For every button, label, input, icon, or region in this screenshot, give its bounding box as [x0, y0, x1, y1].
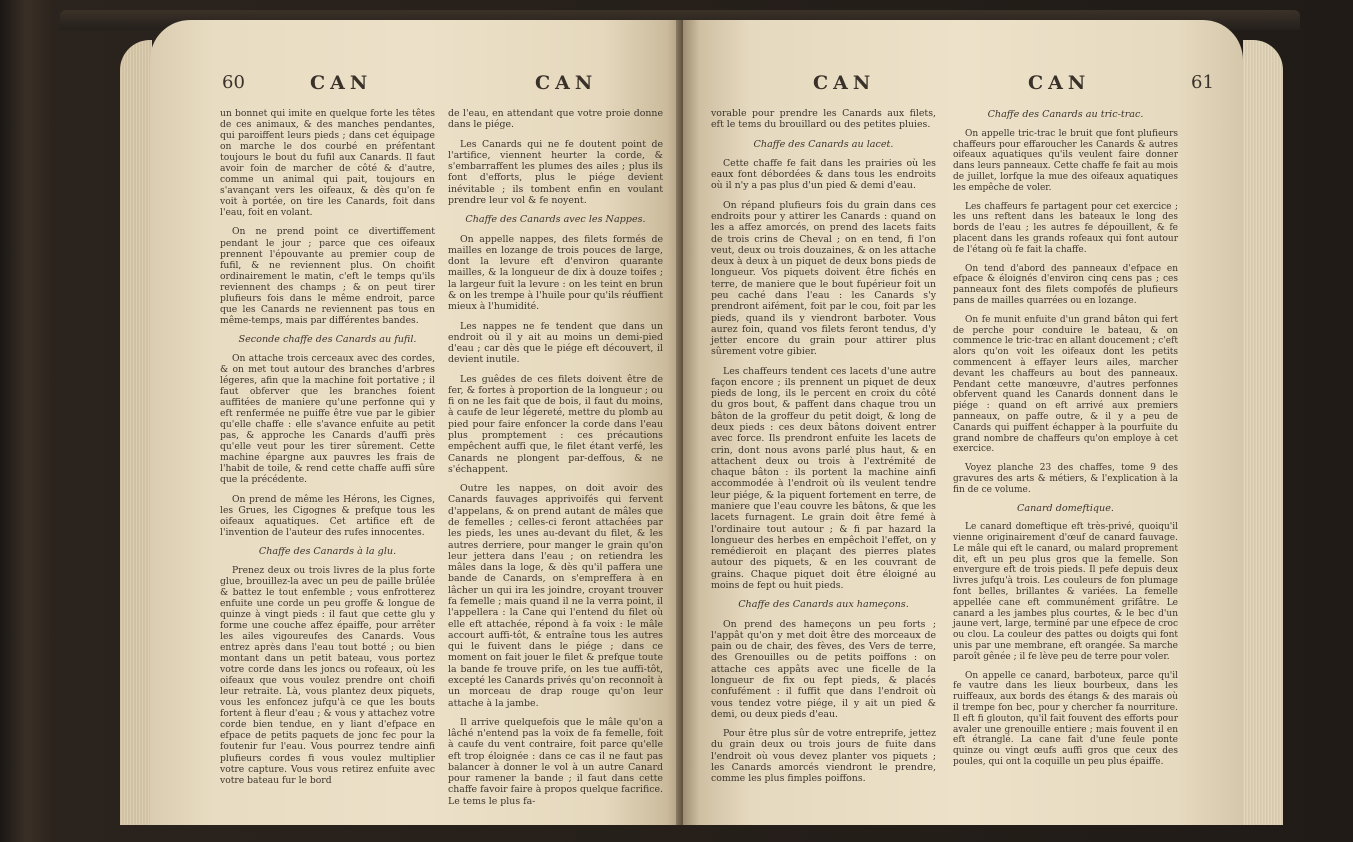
paragraph: Les chaffeurs tendent ces lacets d'une autre façon encore ; ils prennent un piquet de deux pieds de long, ils le percent en croix du côté du gros bout, & paffent dans chaque trou un bâton de la groffeur du petit doigt, & long de deux pieds : ces deux bâtons doivent entrer avec force. Ils prendront enfuite les lacets de crin, dont nous avons parlé plus haut, & en attachent deux ou trois à l'extrémité de chaque bâton : ils portent la machine ainfi accommodée à l'endroit où ils veulent tendre leur piége, & la piquent fortement en terre, de maniere que l'eau couvre les bâtons, & que les lacets furnagent. Le grain doit être femé à l'ordinaire tout autour ; & fi par hazard la longueur des herbes en empêchoit l'effet, on y remédieroit en plaçant des pierres plates autour des piquets, & en les couvrant de grains. Chaque piquet doit être éloigné au moins de fept ou huit pieds.	[711, 365, 936, 591]
paragraph: On tend d'abord des panneaux d'efpace en efpace & éloignés d'environ cinq cens pas ; ces panneaux font des filets compofés de plufieurs pans de mailles quarrées ou en lozange.	[953, 263, 1178, 306]
text-column	[953, 108, 1178, 776]
paragraph: On répand plufieurs fois du grain dans ces endroits pour y attirer les Canards : quand on les a affez amorcés, on prend des lacets faits de trois crins de Cheval ; on en tend, fi l'on veut, deux ou trois douzaines, & on les attache deux à deux à un piquet de deux bons pieds de longueur. Vos piquets doivent être fichés en terre, de maniere que le bout fupérieur foit un peu caché dans l'eau : les Canards s'y prendront aifément, foit par le cou, foit par les pieds, quand ils y viendront barboter. Vous aurez foin, quand vos filets feront tendus, d'y jetter encore du grain pour attirer plus sûrement votre gibier.	[711, 199, 936, 358]
running-head: CAN	[813, 72, 876, 94]
paragraph: Les chaffeurs fe partagent pour cet exercice ; les uns reftent dans les bateaux le long des bords de l'eau ; les autres fe dépouillent, & fe placent dans les grands rofeaux qui font autour de l'étang où fe fait la chaffe.	[953, 201, 1178, 255]
paragraph: Le canard domeftique eft très-privé, quoiqu'il vienne originairement d'œuf de canard fauvage. Le mâle qui eft le canard, ou malard proprement dit, eft un peu plus gros que la femelle. Son envergure eft de trois pieds. Il pefe depuis deux livres jufqu'à trois. Les couleurs de fon plumage font belles, brillantes & variées. La femelle appellée cane eft communément grifâtre. Le canard a les jambes plus courtes, & le bec d'un jaune vert, large, terminé par une efpece de croc ou clou. La couleur des pattes ou doigts qui font unis par une membrane, eft orangée. Sa marche paroît gênée ; il fe lève peu de terre pour voler.	[953, 522, 1178, 662]
paragraph: vorable pour prendre les Canards aux filets, eft le tems du brouillard ou des petites pluies.	[711, 108, 936, 131]
section-heading: Chaffe des Canards au lacet.	[753, 138, 894, 150]
left-page-edges	[120, 40, 152, 825]
section-heading: Canard domeftique.	[1017, 502, 1114, 514]
paragraph: Prenez deux ou trois livres de la plus forte glue, brouillez-la avec un peu de paille brûlée & battez le tout enfemble ; vous enfrotterez enfuite une corde un peu groffe & longue de quinze à vingt pieds : il faut que cette glu y forme une couche affez épaiffe, pour arrêter les ailes vigoureufes des Canards. Vous entrez après dans l'eau tout botté ; ou bien montant dans un petit bateau, vous portez votre corde dans les joncs ou rofeaux, où les oifeaux que vous voulez prendre ont choifi leur retraite. Là, vous plantez deux piquets, vous les enfoncez jufqu'à ce que les bouts fortent à fleur d'eau ; & vous y attachez votre corde bien tendue, en y liant d'efpace en efpace de petits paquets de jonc fec pour la foutenir fur l'eau. Vous pourrez tendre ainfi plufieurs cordes fi vous voulez multiplier votre capture. Vous vous retirez enfuite avec votre bateau fur le bord	[220, 564, 435, 786]
paragraph: Les Canards qui ne fe doutent point de l'artifice, viennent heurter la corde, & s'embarraffent les plumes des ailes ; plus ils font d'efforts, plus le piége devient inévitable ; ils tombent enfin en voulant prendre leur vol & fe noyent.	[448, 138, 663, 206]
paragraph: On ne prend point ce divertiffement pendant le jour ; parce que ces oifeaux prennent l'épouvante au premier coup de fufil, & ne reviennent plus. On choifit ordinairement le matin, c'eft le temps qu'ils reviennent des champs ; & on peut tirer plufieurs fois dans le même endroit, parce que les Canards ne reviennent pas tous en même-temps, mais par différentes bandes.	[220, 226, 435, 326]
text-column	[220, 108, 435, 794]
paragraph: On appelle nappes, des filets formés de mailles en lozange de trois pouces de large, dont la levure eft d'environ quarante mailles, & la longueur de dix à douze toifes ; la largeur fuit la levure : on les teint en brun & on les trempe à l'huile pour qu'ils réuffient mieux à l'humidité.	[448, 233, 663, 313]
paragraph: On appelle ce canard, barboteux, parce qu'il fe vautre dans les lieux bourbeux, dans les ruiffeaux, aux bords des étangs & des marais où il trempe fon bec, pour y chercher fa nourriture. Il eft fi glouton, qu'il fait fouvent des efforts pour avaler une grenouille entiere ; mais fouvent il en eft étranglé. La cane fait d'une feule ponte quinze ou vingt œufs auffi gros que ceux des poules, qui ont la coquille un peu plus épaiffe.	[953, 670, 1178, 768]
running-head: CAN	[1028, 72, 1091, 94]
paragraph: Cette chaffe fe fait dans les prairies où les eaux font débordées & dans tous les endroits où il n'y a pas plus d'un pied & demi d'eau.	[711, 157, 936, 192]
paragraph: Il arrive quelquefois que le mâle qu'on a lâché n'entend pas la voix de fa femelle, foit à caufe du vent contraire, foit parce qu'elle eft trop éloignée : dans ce cas il ne faut pas balancer à donner le vol à un autre Canard pour ramener la bande ; il faut dans cette chaffe favoir faire à propos quelque facrifice. Le tems le plus fa-	[448, 716, 663, 807]
right-page-edges	[1243, 40, 1283, 825]
right-page	[683, 20, 1243, 825]
left-page	[150, 20, 683, 825]
paragraph: Pour être plus sûr de votre entreprife, jettez du grain deux ou trois jours de fuite dans l'endroit où vous devez planter vos piquets ; les Canards amorcés viendront le prendre, comme les plus fimples poiffons.	[711, 728, 936, 785]
text-column	[448, 108, 663, 815]
paragraph: On appelle tric-trac le bruit que font plufieurs chaffeurs pour effaroucher les Canards & autres oifeaux aquatiques qu'ils veulent faire donner dans leurs panneaux. Cette chaffe fe fait au mois de juillet, lorfque la mue des oifeaux aquatiques les empêche de voler.	[953, 128, 1178, 193]
paragraph: de l'eau, en attendant que votre proie donne dans le piége.	[448, 108, 663, 131]
paragraph: On fe munit enfuite d'un grand bâton qui fert de perche pour conduire le bateau, & on commence le tric-trac en allant doucement ; c'eft alors qu'on voit les oifeaux dont les petits commencent à effayer leurs ailes, marcher devant les chaffeurs au bout des panneaux. Pendant cette manœuvre, d'autres perfonnes obfervent quand les Canards donnent dans le piége : quand on eft arrivé aux premiers panneaux, on paffe outre, & il y a peu de Canards qui puiffent échapper à la pourfuite du grand nombre de chaffeurs qu'on employe à cet exercice.	[953, 314, 1178, 455]
paragraph: On attache trois cerceaux avec des cordes, & on met tout autour des branches d'arbres légeres, afin que la machine foit portative ; il faut obferver que les branches foient auffitées de maniere qu'une perfonne qui y eft renfermée ne puiffe être vue par le gibier qu'elle chaffe : elle s'avance enfuite au petit pas, & approche les Canards d'auffi près qu'elle veut pour les tirer sûrement. Cette machine épargne aux pauvres les frais de l'habit de toile, & rend cette chaffe auffi sûre que la précédente.	[220, 352, 435, 486]
section-heading: Chaffe des Canards aux hameçons.	[738, 599, 909, 611]
page-number: 60	[222, 72, 245, 93]
section-heading: Seconde chaffe des Canards au fufil.	[238, 333, 417, 345]
paragraph: On prend des hameçons un peu forts ; l'appât qu'on y met doit être des morceaux de pain ou de chair, des fèves, des Vers de terre, des Grenouilles ou de petits poiffons : on attache ces appâts avec une ficelle de la longueur de fix ou fept pieds, & placés confufément : il fuffit que dans l'endroit où vous tendez votre piége, il y ait un pied & demi, ou deux pieds d'eau.	[711, 618, 936, 720]
paragraph: Voyez planche 23 des chaffes, tome 9 des gravures des arts & métiers, & l'explication à la fin de ce volume.	[953, 463, 1178, 495]
paragraph: un bonnet qui imite en quelque forte les têtes de ces animaux, & des manches pendantes, qui paroiffent leurs pieds ; dans cet équipage on marche le dos courbé en préfentant toujours le bout du fufil aux Canards. Il faut avoir foin de marcher de côté & d'autre, comme un animal qui pait, toujours en s'avançant vers les oifeaux, & dès qu'on fe voit à portée, on tire les Canards, foit dans l'eau, foit en volant.	[220, 108, 435, 219]
page-number: 61	[1191, 72, 1214, 93]
paragraph: Les nappes ne fe tendent que dans un endroit où il y ait au moins un demi-pied d'eau ; car dès que le piége eft découvert, il devient inutile.	[448, 320, 663, 366]
paragraph: On prend de même les Hérons, les Cignes, les Grues, les Cigognes & prefque tous les oifeaux aquatiques. Cet artifice eft de l'invention de l'auteur des rufes innocentes.	[220, 493, 435, 538]
text-column	[711, 108, 936, 792]
section-heading: Chaffe des Canards à la glu.	[258, 545, 397, 557]
running-head: CAN	[310, 72, 373, 94]
running-head: CAN	[535, 72, 598, 94]
section-heading: Chaffe des Canards avec les Nappes.	[465, 214, 646, 226]
paragraph: Les guêdes de ces filets doivent être de fer, & fortes à proportion de la longueur ; ou fi on ne les fait que de bois, il faut du moins, à caufe de leur légereté, mettre du plomb au pied pour faire enfoncer la corde dans l'eau plus promptement : ces précautions empêchent auffi que, le filet étant verfé, les Canards ne plongent par-deffous, & ne s'échappent.	[448, 373, 663, 475]
paragraph: Outre les nappes, on doit avoir des Canards fauvages apprivoifés qui fervent d'appelans, & on prend autant de mâles que de femelles ; celles-ci feront attachées par les pieds, les unes au-devant du filet, & les autres derriere, pour manger le grain qu'on leur jettera dans l'eau ; on retiendra les mâles dans la loge, & dès qu'il pafferа une bande de Canards, on s'empreffera à en lâcher un qui ira les joindre, croyant trouver fa femelle ; mais quand il ne la verra point, il l'appellera : la Cane qui l'entend du filet où elle eft attachée, répond à fa voix : le mâle accourt auffi-tôt, & entraîne tous les autres qui le fuivent dans le piége ; dans ce moment on fait jouer le filet & prefque toute la bande fe trouve prife, on les tue auffi-tôt, excepté les Canards privés qu'on reconnoît à un morceau de drap rouge qu'on leur attache à la jambe.	[448, 483, 663, 709]
section-heading: Chaffe des Canards au tric-trac.	[987, 109, 1144, 120]
